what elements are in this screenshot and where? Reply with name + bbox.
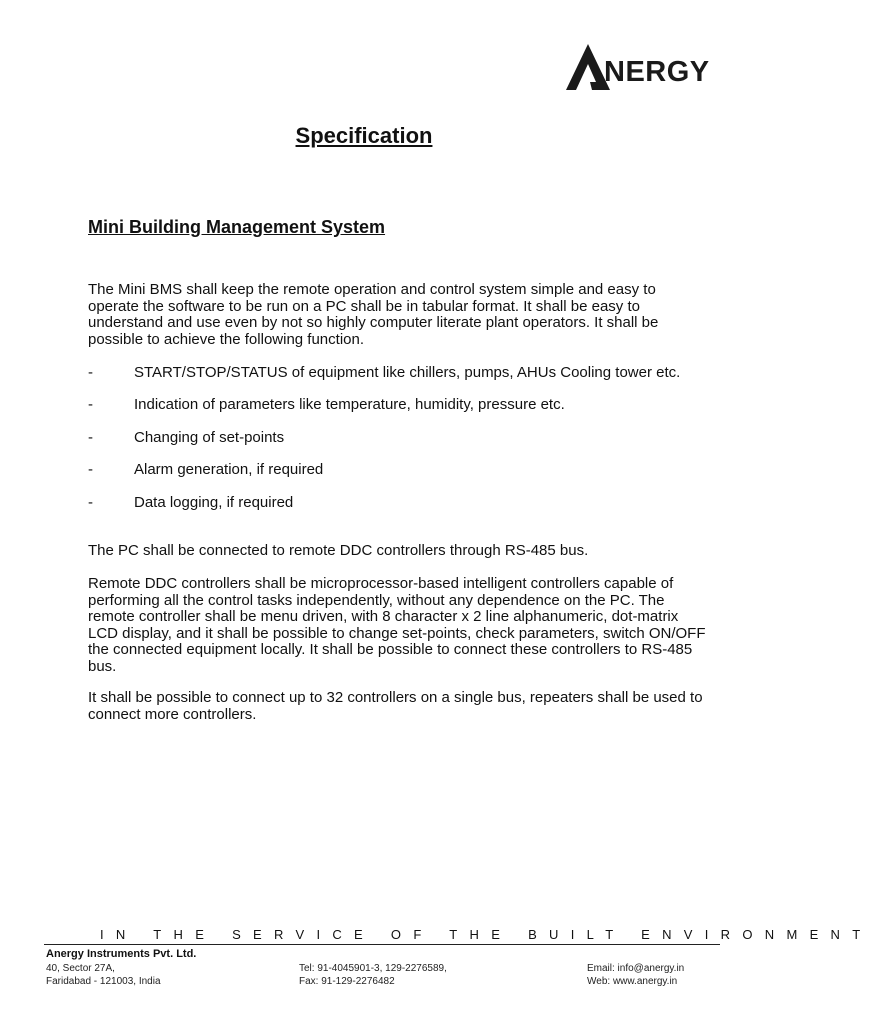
text-line: remote controller shall be menu driven, with 8 character x 2 line alphanumeric, dot-matrix xyxy=(88,608,679,625)
list-item-text: START/STOP/STATUS of equipment like chillers, pumps, AHUs Cooling tower etc. xyxy=(134,364,681,381)
pc-paragraph: The PC shall be connected to remote DDC controllers through RS-485 bus. xyxy=(88,542,589,559)
text-line: understand and use even by not so highly computer literate plant operators. It shall be xyxy=(88,314,659,331)
bullet-marker: - xyxy=(88,364,93,381)
fax: Fax: 91-129-2276482 xyxy=(299,976,395,987)
text-line: The Mini BMS shall keep the remote operation and control system simple and easy to xyxy=(88,281,656,298)
bus-paragraph xyxy=(88,690,728,723)
text-line: operate the software to be run on a PC shall be in tabular format. It shall be easy to xyxy=(88,297,640,315)
text-line: LCD display, and it shall be possible to change set-points, check parameters, switch ON/OFF xyxy=(88,624,706,642)
bullet-marker: - xyxy=(88,461,93,478)
address-line: Faridabad - 121003, India xyxy=(46,976,161,987)
section-heading: Mini Building Management System xyxy=(88,217,386,237)
bullet-marker: - xyxy=(88,429,93,446)
text-line: It shall be possible to connect up to 32 controllers on a single bus, repeaters shall be used to xyxy=(88,689,703,706)
logo-wordmark: NERGY xyxy=(604,56,710,88)
list-item-text: Changing of set-points xyxy=(134,429,285,446)
text-line: possible to achieve the following function. xyxy=(88,330,365,348)
list-item-text: Alarm generation, if required xyxy=(134,461,324,478)
bullet-marker: - xyxy=(88,494,93,511)
intro-paragraph xyxy=(88,282,728,348)
page-title: Specification xyxy=(295,123,433,148)
ddc-paragraph xyxy=(88,576,728,675)
address-line: 40, Sector 27A, xyxy=(46,963,115,974)
email: Email: info@anergy.in xyxy=(587,963,685,974)
footer-divider xyxy=(44,944,720,945)
bullet-marker: - xyxy=(88,396,93,413)
list-item-text: Data logging, if required xyxy=(134,494,294,511)
telephone: Tel: 91-4045901-3, 129-2276589, xyxy=(299,963,447,974)
website: Web: www.anergy.in xyxy=(587,976,678,987)
text-line: the connected equipment locally. It shall be possible to connect these controllers to RS-485 xyxy=(88,641,693,658)
text-line: connect more controllers. xyxy=(88,705,257,723)
text-line: Remote DDC controllers shall be microprocessor-based intelligent controllers capable of xyxy=(88,575,674,592)
anergy-logo xyxy=(566,42,722,92)
text-line: bus. xyxy=(88,657,117,675)
list-item-text: Indication of parameters like temperature, humidity, pressure etc. xyxy=(134,396,565,413)
footer-tagline: IN THE SERVICE OF THE BUILT ENVIRONMENT xyxy=(100,927,873,942)
company-name: Anergy Instruments Pvt. Ltd. xyxy=(46,948,197,960)
text-line: performing all the control tasks independently, without any dependence on the PC. The xyxy=(88,591,665,609)
